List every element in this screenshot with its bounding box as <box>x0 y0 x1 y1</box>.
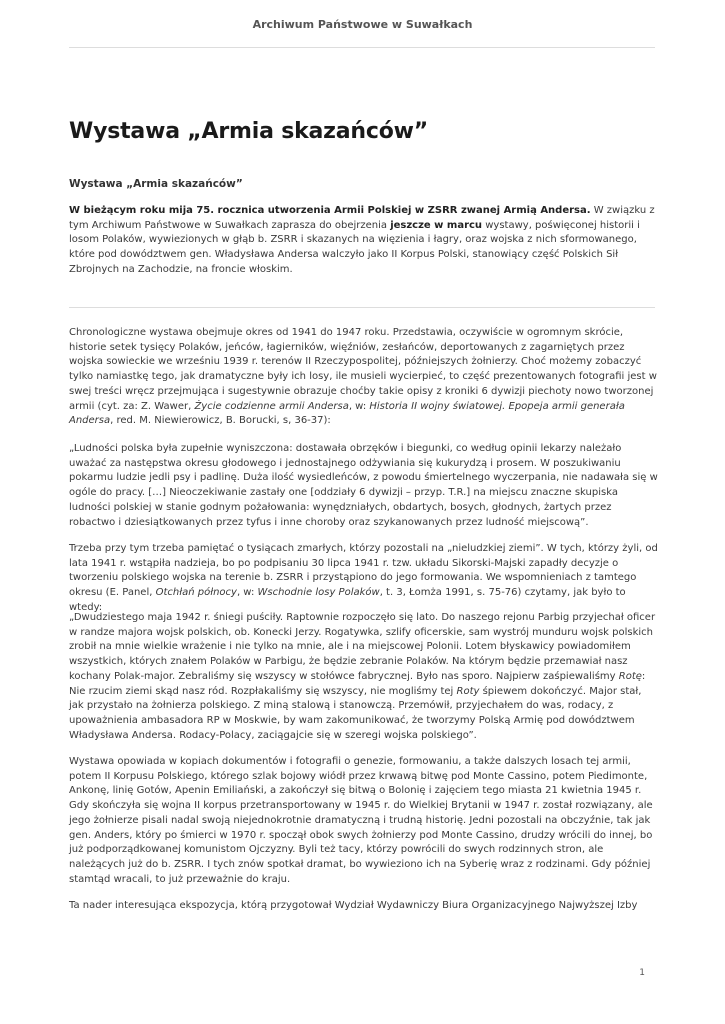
header-divider <box>69 47 655 48</box>
citation-title: Historia II wojny światowej. Epopeja armii generała Andersa <box>69 400 625 427</box>
paragraph-chronology <box>69 326 659 429</box>
lead-paragraph <box>69 204 659 278</box>
site-name: Archiwum Państwowe w Suwałkach <box>252 18 473 31</box>
paragraph-closing: Ta nader interesująca ekspozycja, którą przygotował Wydział Wydawniczy Biura Organizacyjnego Najwyższej Izby <box>69 900 638 911</box>
paragraph-text: , w: <box>236 587 258 599</box>
song-title: Rotę <box>618 670 642 682</box>
paragraph-quote-parbig <box>69 611 659 743</box>
article-subtitle: Wystawa „Armia skazańców” <box>69 178 243 190</box>
paragraph-exhibition: Wystawa opowiada w kopiach dokumentów i fotografii o genezie, formowaniu, a także dalszych losach tej armii, potem II Korpusu Polskiego, którego szlak bojowy wiódł przez krwawą bitwę pod Monte Cassino, potem Piedimonte, Ankonę, linię Gotów, Apenin Emiliański, a zakończył się bitwą o Bolonię i zajęciem tego miasta 21 kwietnia 1945 r. Gdy skończyła się wojna II korpus przetransportowany w 1945 r. do Wielkiej Brytanii w 1947 r. został rozwiązany, ale jego żołnierze pisali nadal swoją niejednokrotnie dramatyczną i trudną historię. Jedni pozostali na obczyźnie, tak jak gen. Anders, który po śmierci w 1970 r. spoczął obok swych żołnierzy pod Monte Cassino, drudzy wrócili do innej, bo już podporządkowanej komunistom Ojczyzny. Byli też tacy, którzy powrócili do swych rodzinnych stron, ale należących już do b. ZSRR. I tych znów spotkał dramat, bo wywieziono ich na Syberię wraz z rodzinami. Gdy później stamtąd wracali, to już przeważnie do kraju. <box>69 756 653 885</box>
paragraph-text: Trzeba przy tym trzeba pamiętać o tysiącach zmarłych, którzy pozostali na „nieludzkiej ziemi”. W tych, którzy żyli, od lata 1941 r. wstąpiła nadzieja, bo po podpisaniu 30 lipca 1941 r. tzw. układu Sikorski-Majski zapadły decyzje o tworzeniu polskiego wojska na terenie b. ZSRR i przystąpiono do jego formowania. We wspomnieniach z tamtego okresu (E. Panel, <box>69 543 658 599</box>
song-title: Roty <box>456 685 480 697</box>
lead-bold: W bieżącym roku mija 75. rocznica utworzenia Armii Polskiej w ZSRR zwanej Armią Andersa. <box>69 205 591 216</box>
paragraph-text: , w: <box>348 400 370 412</box>
citation-title: Wschodnie losy Polaków <box>257 587 380 599</box>
paragraph-text: śpiewem dokończyć. Major stał, jak przystało na żołnierza polskiego. Z miną stalową i stanowczą. Przemówił, przyjechałem do was, rodacy, z upoważnienia ambasadora RP w Moskwie, by wam zakomunikować, że tworzymy Polską Armię pod dowództwem Władysława Andersa. Rodacy-Polacy, zaciągajcie się w szeregi wojska polskiego”. <box>69 685 642 741</box>
page-number: 1 <box>639 968 645 978</box>
paragraph-memories <box>69 542 659 616</box>
section-divider <box>69 307 655 308</box>
paragraph-text: , t. 3, Łomża 1991, s. 75-76) czytamy, jak było to wtedy: <box>69 587 626 613</box>
paragraph-text: „Dwudziestego maja 1942 r. śniegi puściły. Raptownie rozpoczęło się lato. Do naszego rejonu Parbig przyjechał oficer w randze majora wojsk polskich, ob. Konecki Jerzy. Rogatywka, szlify oficerskie, sam wystrój munduru wojsk polskich zrobił na mnie wielkie wrażenie i nie tylko na mnie, ale i na miejscowej Polonii. Lotem błyskawicy powiadomiłem wszystkich, których znałem Polaków w Parbigu, że będzie zebranie Polaków. Na którym będzie przemawiał nasz kochany Polak-major. Zebraliśmy się wszyscy w stołówce fabrycznej. Było nas sporo. Najpierw zaśpiewaliśmy <box>69 612 656 682</box>
paragraph-text: , red. M. Niewierowicz, B. Borucki, s, 36-37): <box>110 415 331 427</box>
lead-text-a: W związku z tym Archiwum Państwowe w Suwałkach zaprasza do obejrzenia <box>69 205 655 231</box>
paragraph-quote-chronicle: „Ludności polska była zupełnie wyniszczona: dostawała obrzęków i biegunki, co według opinii lekarzy należało uważać za następstwa okresu głodowego i jednostajnego odżywiania się kukurydzą i prosem. W poszukiwaniu pokarmu ludzie jedli psy i padlinę. Duża ilość wysiedleńców, z powodu śmiertelnego wyczerpania, nie nadawała się w ogóle do pracy. […] Nieoczekiwanie zastały one [oddziały 6 dywizji – przyp. T.R.] na miejscu znaczne skupiska ludności polskiej w stanie godnym pożałowania: wynędzniałych, obdartych, bosych, głodnych, żartych przez robactwo i dziesiątkowanych przez tyfus i inne choroby oraz szykanowanych przez ludność miejscową”. <box>69 443 658 528</box>
paragraph-text: Chronologiczne wystawa obejmuje okres od 1941 do 1947 roku. Przedstawia, oczywiście w ogromnym skrócie, historie setek tysięcy Polaków, jeńców, łagierników, więźniów, zesłańców, deportowanych z zagarniętych przez wojska sowieckie we wrześniu 1939 r. terenów II Rzeczypospolitej, późniejszych żołnierzy. Choć możemy zobaczyć tylko namiastkę tego, jak dramatyczne były ich losy, ile musieli wycierpieć, to część prezentowanych fotografii jest w swej treści wręcz przejmująca i sugestywnie obrazuje choćby takie opisy z kroniki 6 dywizji piechoty nowo tworzonej armii (cyt. za: Z. Wawer, <box>69 327 657 412</box>
lead-bold-2: jeszcze w marcu <box>390 219 483 231</box>
lead-text-b: wystawy, poświęconej historii i losom Polaków, wywiezionych w głąb b. ZSRR i skazanych na więzienia i łagry, oraz wojska z nich sformowanego, które pod dowództwem gen. Władysława Andersa walczyło jako II Korpus Polski, stanowiący część Polskich Sił Zbrojnych na Zachodzie, na froncie włoskim. <box>69 219 640 275</box>
page-title: Wystawa „Armia skazańców” <box>69 119 429 144</box>
citation-title: Otchłań północy <box>155 587 237 599</box>
citation-title: Życie codzienne armii Andersa <box>194 400 349 412</box>
paragraph-text: : Nie rzucim ziemi skąd nasz ród. Rozpłakaliśmy się wszyscy, nie mogliśmy tej <box>69 670 646 697</box>
